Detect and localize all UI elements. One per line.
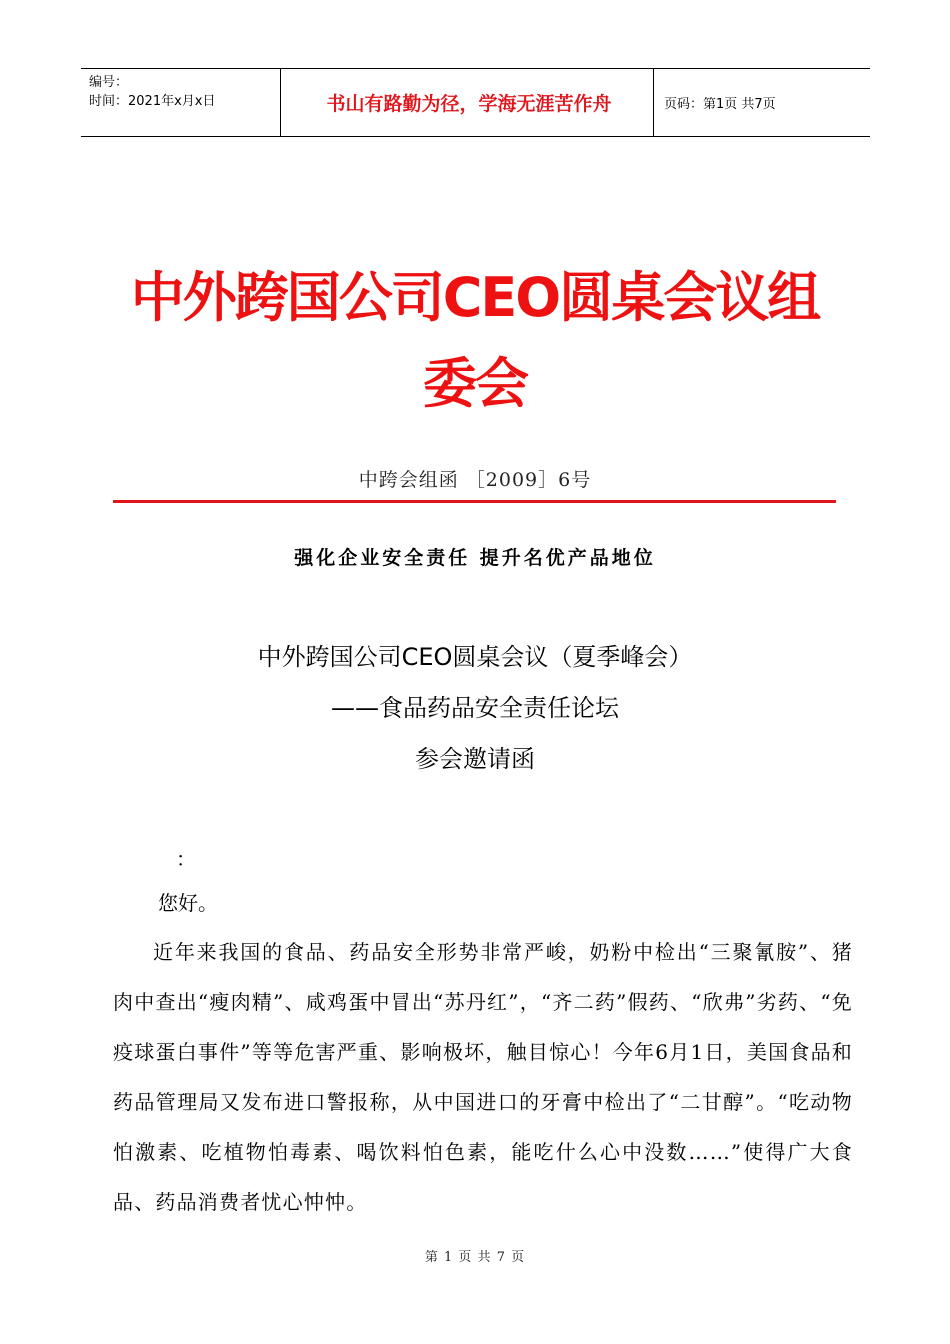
body-paragraph: 近年来我国的食品、药品安全形势非常严峻，奶粉中检出“三聚氰胺”、猪肉中查出“瘦肉精”、咸鸡蛋中冒出“苏丹红”，“齐二药”假药、“欣弗”劣药、“免疫球蛋白事件”等等危害严重、影响极坏，触目惊心！今年6月1日，美国食品和药品管理局又发布进口警报称，从中国进口的牙膏中检出了“二甘醇”。“吃动物怕激素、吃植物怕毒素、喝饮料怕色素，能吃什么心中没数……”使得广大食品、药品消费者忧心忡忡。 [113, 940, 853, 1214]
subtitle-line-1: 中外跨国公司CEO圆桌会议（夏季峰会） [257, 643, 693, 671]
document-number: 中跨会组函 ［2009］6号 [358, 469, 592, 491]
header-motto: 书山有路勤为径，学海无涯苦作舟 [281, 69, 654, 136]
title-line-1: 中外跨国公司CEO圆桌会议组 [130, 266, 820, 329]
page-footer: 第 1 页 共 7 页 [424, 1250, 526, 1265]
subtitle-line-2: ——食品药品安全责任论坛 [331, 694, 619, 722]
slogan: 强化企业安全责任 提升名优产品地位 [294, 547, 656, 569]
date-label: 时间：2021年x月x日 [89, 94, 216, 109]
document-title [100, 255, 850, 427]
number-label: 编号： [89, 75, 129, 90]
subtitle-line-3: 参会邀请函 [415, 745, 535, 773]
header-page-code: 页码：第1页 共7页 [664, 97, 776, 112]
header-meta-cell [81, 69, 281, 136]
header-table [81, 68, 870, 137]
title-line-2: 委会 [423, 352, 527, 415]
body-text [113, 927, 853, 1227]
red-divider [113, 500, 836, 503]
greeting: 您好。 [158, 891, 218, 915]
salutation-colon: ： [176, 847, 196, 871]
